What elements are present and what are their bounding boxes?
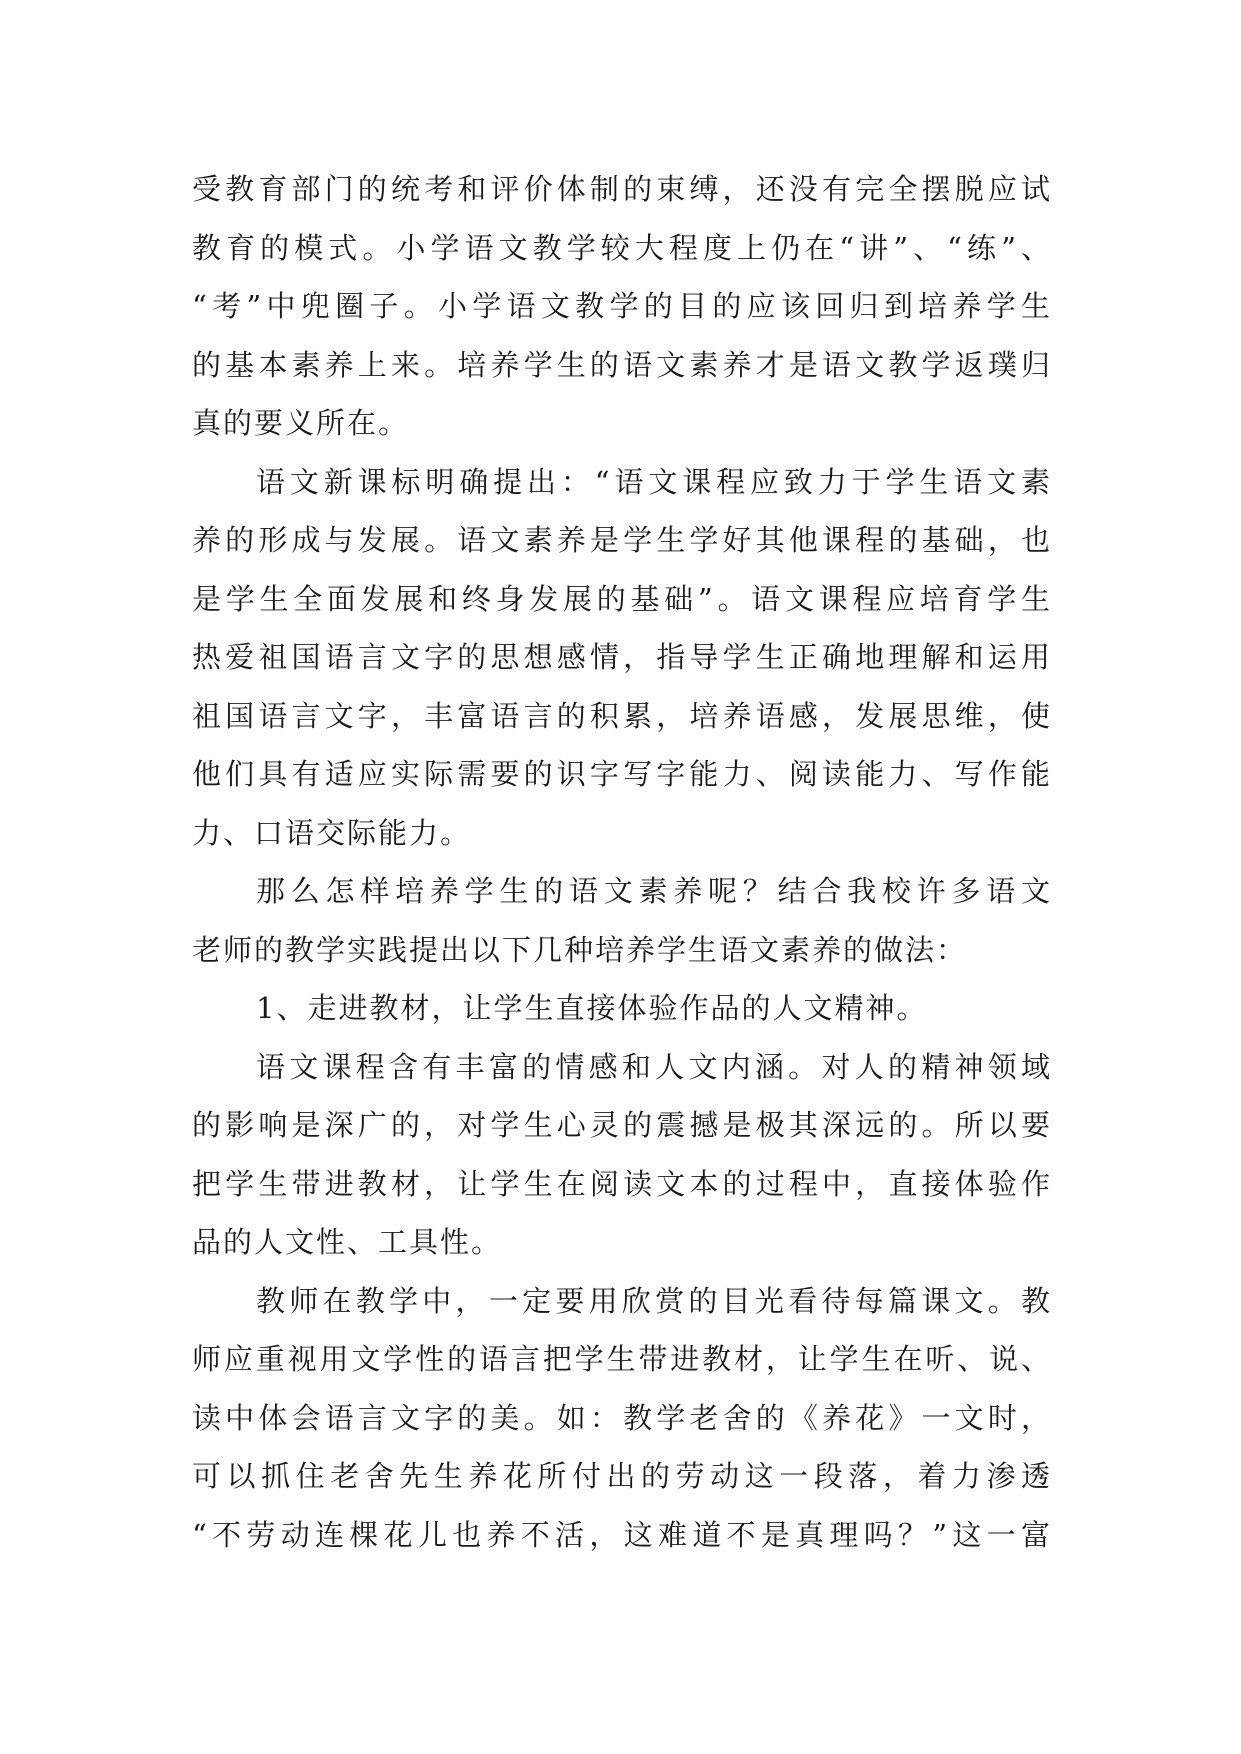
text-line: 把学生带进教材，让学生在阅读文本的过程中，直接体验作: [192, 1166, 1052, 1201]
text-line: 教育的模式。小学语文教学较大程度上仍在“讲”、“练”、: [192, 230, 1052, 265]
text-line: 祖国语言文字，丰富语言的积累，培养语感，发展思维，使: [192, 698, 1052, 733]
text-line: 热爱祖国语言文字的思想感情，指导学生正确地理解和运用: [192, 640, 1052, 674]
text-line: 语文新课标明确提出：“语文课程应致力于学生语文素: [256, 464, 1052, 499]
text-line: “考”中兜圈子。小学语文教学的目的应该回归到培养学生: [192, 289, 1052, 323]
text-line: 1、走进教材，让学生直接体验作品的人文精神。: [256, 991, 928, 1025]
text-line: 读中体会语言文字的美。如：教学老舍的《养花》一文时，: [192, 1400, 1052, 1435]
text-line: 受教育部门的统考和评价体制的束缚，还没有完全摆脱应试: [192, 172, 1052, 206]
text-line: 的影响是深广的，对学生心灵的震撼是极其深远的。所以要: [192, 1108, 1052, 1142]
text-line: 可以抓住老舍先生养花所付出的劳动这一段落，着力渗透: [192, 1459, 1052, 1493]
text-line: 语文课程含有丰富的情感和人文内涵。对人的精神领域: [256, 1049, 1052, 1084]
text-line: 那么怎样培养学生的语文素养呢？结合我校许多语文: [256, 874, 1052, 908]
text-line: 力、口语交际能力。: [192, 815, 472, 850]
text-line: 品的人文性、工具性。: [192, 1225, 503, 1259]
text-line: 的基本素养上来。培养学生的语文素养才是语文教学返璞归: [192, 347, 1052, 382]
text-line: 是学生全面发展和终身发展的基础”。语文课程应培育学生: [192, 581, 1052, 616]
text-line: 师应重视用文学性的语言把学生带进教材，让学生在听、说、: [192, 1342, 1052, 1376]
text-line: 老师的教学实践提出以下几种培养学生语文素养的做法：: [192, 932, 968, 967]
text-line: 教师在教学中，一定要用欣赏的目光看待每篇课文。教: [256, 1283, 1052, 1318]
text-line: “不劳动连棵花儿也养不活，这难道不是真理吗？”这一富: [192, 1517, 1052, 1552]
body-text: [192, 160, 1052, 1564]
text-line: 他们具有适应实际需要的识字写字能力、阅读能力、写作能: [192, 757, 1052, 791]
text-line: 养的形成与发展。语文素养是学生学好其他课程的基础，也: [192, 523, 1052, 557]
text-line: 真的要义所在。: [192, 406, 410, 440]
